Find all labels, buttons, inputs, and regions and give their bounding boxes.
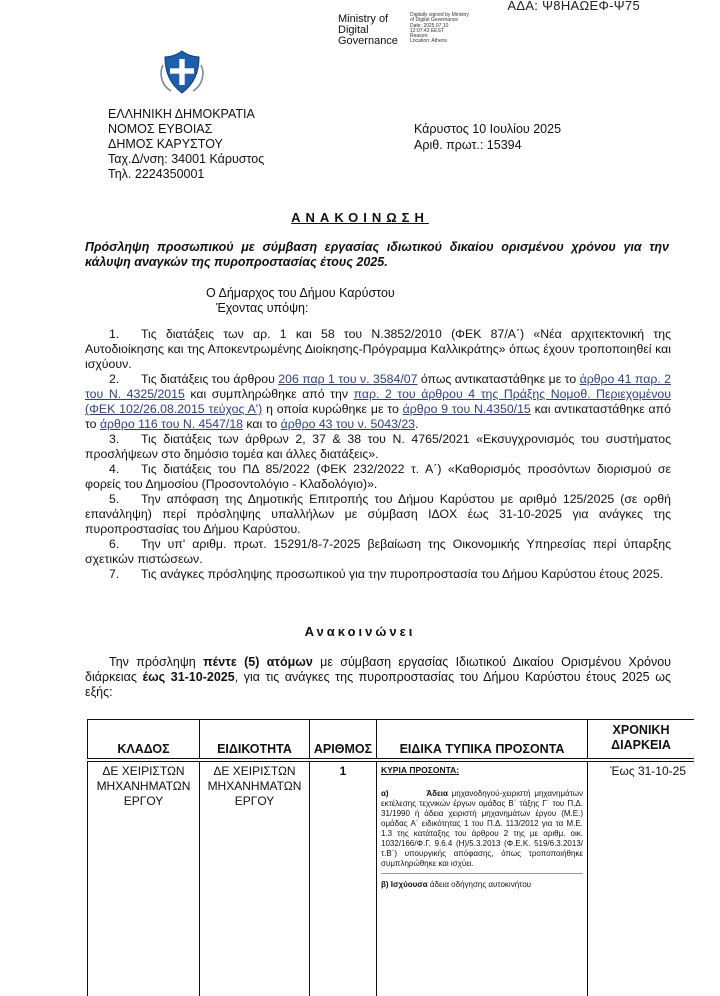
- announce-heading: Ανακοινώνει: [304, 624, 416, 639]
- ada-code: ΑΔΑ: Ψ8ΗΑΩΕΦ-Ψ75: [507, 0, 640, 13]
- considering-line: Έχοντας υπόψη:: [216, 301, 309, 315]
- intro-deadline: έως 31-10-2025: [142, 670, 235, 684]
- header-prosonta: ΕΙΔΙΚΑ ΤΥΠΙΚΑ ΠΡΟΣΟΝΤΑ: [377, 720, 588, 761]
- issuer-line: ΔΗΜΟΣ ΚΑΡΥΣΤΟΥ: [108, 137, 223, 151]
- clause-text: Την υπ' αριθμ. πρωτ. 15291/8-7-2025 βεβαίωση της Οικονομικής Υπηρεσίας περί ύπαρξης σχετικών πιστώσεων.: [85, 537, 671, 566]
- intro-text: με σύμβαση εργασίας Ιδιωτικού Δικαίου Ορισμένου Χρόνου διάρκειας: [85, 655, 671, 684]
- law-link[interactable]: άρθρο 43 του ν. 5043/23: [280, 417, 416, 431]
- signature-info-line: Location: Athens: [410, 38, 447, 45]
- requirement-a-bold: Άδεια: [426, 789, 448, 798]
- signature-info-line: Date: 2025.07.10: [410, 22, 449, 29]
- intro-text: , για τις ανάγκες της πυροπροστασίας του Δήμου Καρύστου έτους 2025 ως εξής:: [85, 670, 671, 699]
- signature-organization: [338, 14, 398, 47]
- mayor-line: Ο Δήμαρχος του Δήμου Καρύστου: [206, 286, 395, 300]
- clause-text: Τις ανάγκες πρόσληψης προσωπικού για την πυροπροστασία του Δήμου Καρύστου έτους 2025.: [141, 567, 664, 581]
- requirement-b-bold: β) Ισχύουσα: [381, 880, 428, 889]
- requirement-a-text: μηχανοδηγού-χειριστή μηχανημάτων εκτέλεσης τεχνικών έργων ομάδας Β΄ τάξης Γ΄ του Π.Δ. 31/1990 ή άδεια χειριστή μηχανημάτων έργου (Μ.Ε.) ομάδας Α΄ ειδικότητας 1 του Π.Δ. 113/2012 για τα Μ.Ε. 1.3 της κατάταξης του άρθρου 2 της με αριθμ. οικ. 1032/166/Φ.Γ. 9.6.4 (Η)/5.3.2013 (Φ.Ε.Κ. 519/6.3.2013/τ.Β΄) υπουργικής απόφασης, όπως τροποποιήθηκε συμπληρώθηκε και ισχύει.: [381, 789, 584, 868]
- signature-info-line: Reason:: [410, 33, 429, 40]
- clause-text: Τις διατάξεις των αρ. 1 και 58 του Ν.3852/2010 (ΦΕΚ 87/Α΄) «Νέα αρχιτεκτονική της Αυτοδιοίκησης και της Αποκεντρωμένης Διοίκησης-Πρόγραμμα Καλλικράτης» όπως έχουν τροποποιηθεί και ισχύουν.: [85, 327, 671, 371]
- clause-item: [85, 567, 671, 582]
- signature-info-line: 12:07:43 EEST: [410, 27, 444, 34]
- clause-text: Την απόφαση της Δημοτικής Επιτροπής του Δήμου Καρύστου με αριθμό 125/2025 (σε ορθή επανάληψη) περί πρόσληψης υπαλλήλων με σύμβαση ΙΔΟΧ έως 31-10-2025 για ανάγκες της πυροπροστασίας του Δήμου Καρύστου.: [85, 492, 671, 536]
- clause-item: [85, 537, 671, 567]
- clause-number: 1.: [109, 327, 120, 341]
- header-eidikotita: ΕΙΔΙΚΟΤΗΤΑ: [200, 720, 310, 761]
- clause-text: Τις διατάξεις του ΠΔ 85/2022 (ΦΕΚ 232/2022 τ. Α΄) «Καθορισμός προσόντων διορισμού σε φορείς του Δημοσίου (Προσοντολόγιο - Κλαδολόγιο)».: [85, 462, 671, 491]
- cell-arithmos: 1: [310, 760, 377, 996]
- clause-text: Τις διατάξεις των άρθρων 2, 37 & 38 του Ν. 4765/2021 «Εκσυγχρονισμός του συστήματος προσλήψεων στο δημόσιο τομέα και άλλες διατάξεις».: [85, 432, 671, 461]
- document-date: Κάρυστος 10 Ιουλίου 2025: [414, 122, 562, 136]
- requirement-a: [381, 789, 583, 874]
- positions-table-container: [87, 719, 694, 996]
- clause-item: [85, 327, 671, 372]
- signature-org-line: Governance: [338, 35, 398, 47]
- clause-number: 7.: [109, 567, 120, 581]
- issuer-block: [108, 107, 264, 182]
- clause-item: [85, 462, 671, 492]
- issuer-line: ΝΟΜΟΣ ΕΥΒΟΙΑΣ: [108, 122, 213, 136]
- protocol-number: Αριθ. πρωτ.: 15394: [414, 138, 522, 152]
- signature-info-line: Digitally signed by Ministry: [410, 12, 469, 18]
- clause-text: .: [415, 417, 419, 431]
- signature-info: [410, 13, 469, 45]
- law-link[interactable]: 206 παρ 1 του ν. 3584/07: [278, 372, 418, 386]
- intro-count: πέντε (5) ατόμων: [203, 655, 313, 669]
- requirements-heading: ΚΥΡΙΑ ΠΡΟΣΟΝΤΑ:: [381, 765, 460, 775]
- document-subject: Πρόσληψη προσωπικού με σύμβαση εργασίας ιδιωτικού δικαίου ορισμένου χρόνου για την κάλυψη αναγκών της πυροπροστασίας έτους 2025.: [85, 240, 669, 269]
- document-title: ΑΝΑΚΟΙΝΩΣΗ: [291, 210, 429, 225]
- cell-klados: ΔΕ ΧΕΙΡΙΣΤΩΝ ΜΗΧΑΝΗΜΑΤΩΝ ΕΡΓΟΥ: [88, 760, 200, 996]
- header-arithmos: ΑΡΙΘΜΟΣ: [310, 720, 377, 761]
- clause-text: και αντικαταστάθηκε από το: [85, 402, 671, 431]
- clause-number: 4.: [109, 462, 120, 476]
- clause-number: 6.: [109, 537, 120, 551]
- cell-eidikotita: ΔΕ ΧΕΙΡΙΣΤΩΝ ΜΗΧΑΝΗΜΑΤΩΝ ΕΡΓΟΥ: [200, 760, 310, 996]
- clause-text: και το: [243, 417, 281, 431]
- law-link[interactable]: άρθρο 9 του Ν.4350/15: [402, 402, 531, 416]
- requirement-b: [381, 880, 583, 890]
- signature-org-line: Digital: [338, 24, 369, 36]
- table-row: [88, 760, 695, 996]
- mayor-block: [206, 286, 395, 316]
- clauses-list: [85, 327, 671, 582]
- date-protocol-block: [414, 121, 561, 153]
- clause-number: 2.: [109, 372, 120, 386]
- greek-coat-of-arms-icon: [157, 47, 207, 97]
- clause-number: 5.: [109, 492, 120, 506]
- issuer-line: Τηλ. 2224350001: [108, 167, 205, 181]
- law-link[interactable]: άρθρο 41 παρ. 2 του Ν. 4325/2015: [85, 372, 671, 401]
- law-link[interactable]: άρθρο 116 του Ν. 4547/18: [99, 417, 243, 431]
- clause-number: 3.: [109, 432, 120, 446]
- clause-item: [85, 432, 671, 462]
- issuer-line: Ταχ.Δ/νση: 34001 Κάρυστος: [108, 152, 265, 166]
- clause-text: η οποία κυρώθηκε με το: [262, 402, 403, 416]
- signature-org-line: Ministry of: [338, 13, 389, 25]
- requirement-a-label: α): [381, 789, 389, 798]
- signature-info-line: of Digital Governance: [410, 17, 459, 24]
- law-link[interactable]: παρ. 2 του άρθρου 4 της Πράξης Νομοθ. Περιεχομένου (ΦΕΚ 102/26.08.2015 τεύχος Α'): [85, 387, 671, 416]
- clause-text: Τις διατάξεις του άρθρου: [141, 372, 279, 386]
- table-header-row: [88, 720, 695, 761]
- announcement-intro: [85, 655, 671, 700]
- positions-table: [87, 719, 694, 996]
- intro-text: Την πρόσληψη: [109, 655, 204, 669]
- clause-text: όπως αντικαταστάθηκε με το: [417, 372, 580, 386]
- clause-item: [85, 492, 671, 537]
- issuer-line: ΕΛΛΗΝΙΚΗ ΔΗΜΟΚΡΑΤΙΑ: [108, 107, 255, 121]
- requirement-b-text: άδεια οδήγησης αυτοκινήτου: [427, 880, 532, 889]
- cell-prosonta: [377, 760, 588, 996]
- cell-diarkeia: Έως 31-10-25: [588, 760, 695, 996]
- header-diarkeia: ΧΡΟΝΙΚΗ ΔΙΑΡΚΕΙΑ: [588, 720, 695, 761]
- clause-text: και συμπληρώθηκε από την: [184, 387, 354, 401]
- header-klados: ΚΛΑΔΟΣ: [88, 720, 200, 761]
- clause-item: [85, 372, 671, 432]
